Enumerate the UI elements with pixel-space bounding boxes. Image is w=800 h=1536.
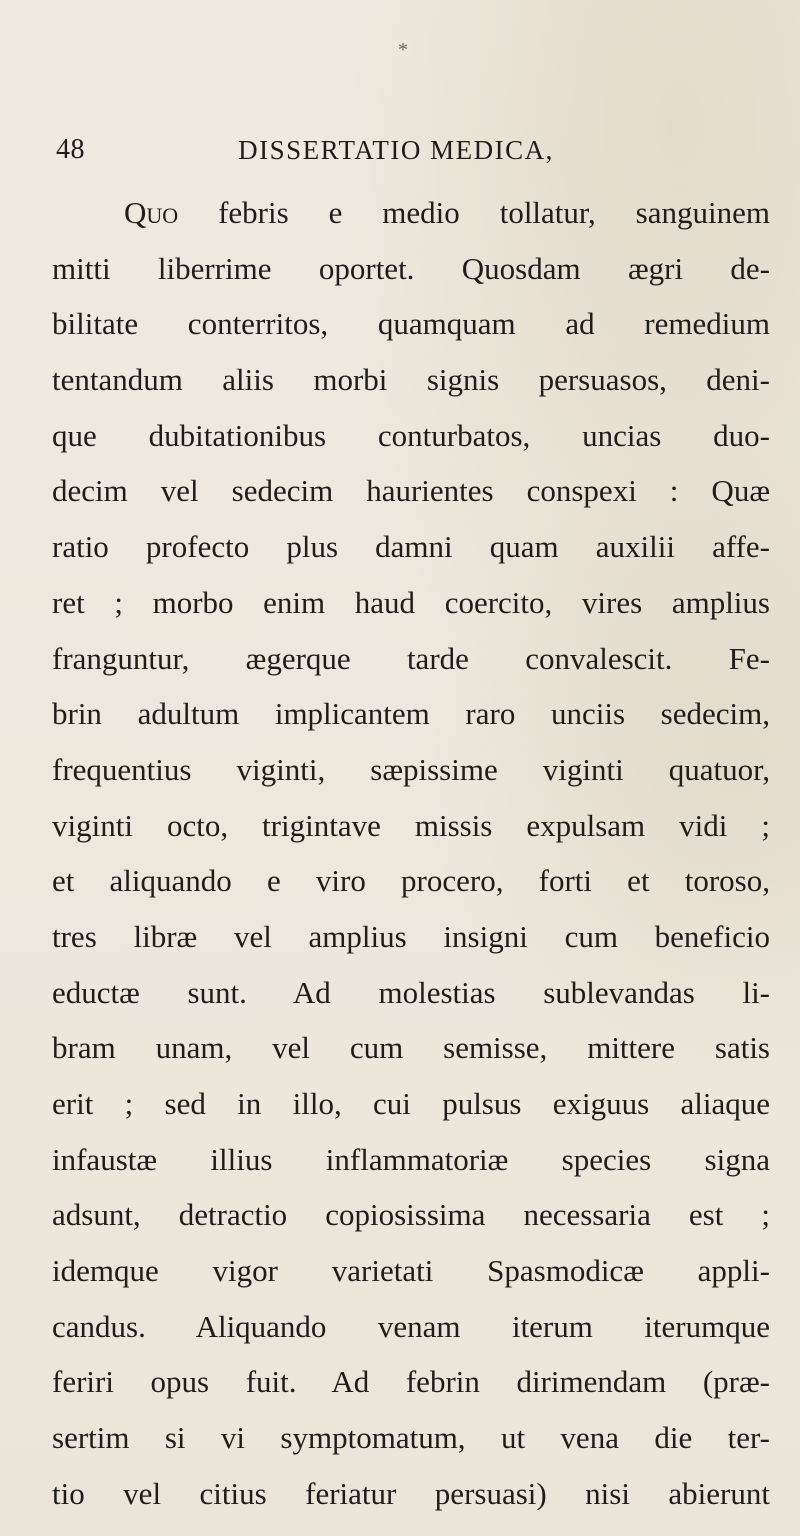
text-line: mitti liberrime oportet. Quosdam ægri de- xyxy=(52,250,770,286)
text-line: infaustæ illius inflammatoriæ species signa xyxy=(52,1141,770,1177)
text-line: brin adultum implicantem raro unciis sedecim, xyxy=(52,696,770,732)
text-line: ret ; morbo enim haud coercito, vires amplius xyxy=(52,584,770,620)
text-line: tentandum aliis morbi signis persuasos, deni- xyxy=(52,362,770,398)
page-header xyxy=(56,130,646,170)
text-line: decim vel sedecim haurientes conspexi : Quæ xyxy=(52,473,770,509)
text-line: bram unam, vel cum semisse, mittere satis xyxy=(52,1030,770,1066)
text-line: candus. Aliquando venam iterum iterumque xyxy=(52,1308,770,1344)
ink-mark: * xyxy=(398,39,408,61)
text-line: bilitate conterritos, quamquam ad remedium xyxy=(52,306,770,342)
text-line: eductæ sunt. Ad molestias sublevandas li- xyxy=(52,974,770,1010)
text-line: que dubitationibus conturbatos, uncias duo- xyxy=(52,417,770,453)
page-number: 48 xyxy=(56,134,85,165)
running-head: DISSERTATIO MEDICA, xyxy=(238,135,554,165)
text-line: idemque vigor varietati Spasmodicæ appli- xyxy=(52,1253,770,1289)
text-line: frequentius viginti, sæpissime viginti quatuor, xyxy=(52,751,770,787)
first-word: Quo xyxy=(124,195,179,230)
text-line: feriri opus fuit. Ad febrin dirimendam (præ- xyxy=(52,1364,770,1400)
text-line xyxy=(52,185,770,241)
body-paragraph xyxy=(52,185,770,1522)
text-line: tres libræ vel amplius insigni cum beneficio xyxy=(52,918,770,954)
text-line: franguntur, ægerque tarde convalescit. Fe- xyxy=(52,640,770,676)
text-line: viginti octo, trigintave missis expulsam vidi ; xyxy=(52,807,770,843)
text-line: erit ; sed in illo, cui pulsus exiguus aliaque xyxy=(52,1086,770,1121)
text-line: sertim si vi symptomatum, ut vena die ter- xyxy=(52,1420,770,1456)
text-line: adsunt, detractio copiosissima necessaria est ; xyxy=(52,1197,770,1233)
text-line: tio vel citius feriatur persuasi) nisi abierunt xyxy=(52,1475,770,1511)
text-line: ratio profecto plus damni quam auxilii affe- xyxy=(52,529,770,565)
first-line-rest: febris e medio tollatur, sanguinem xyxy=(178,195,770,230)
text-line: et aliquando e viro procero, forti et toroso, xyxy=(52,863,770,899)
